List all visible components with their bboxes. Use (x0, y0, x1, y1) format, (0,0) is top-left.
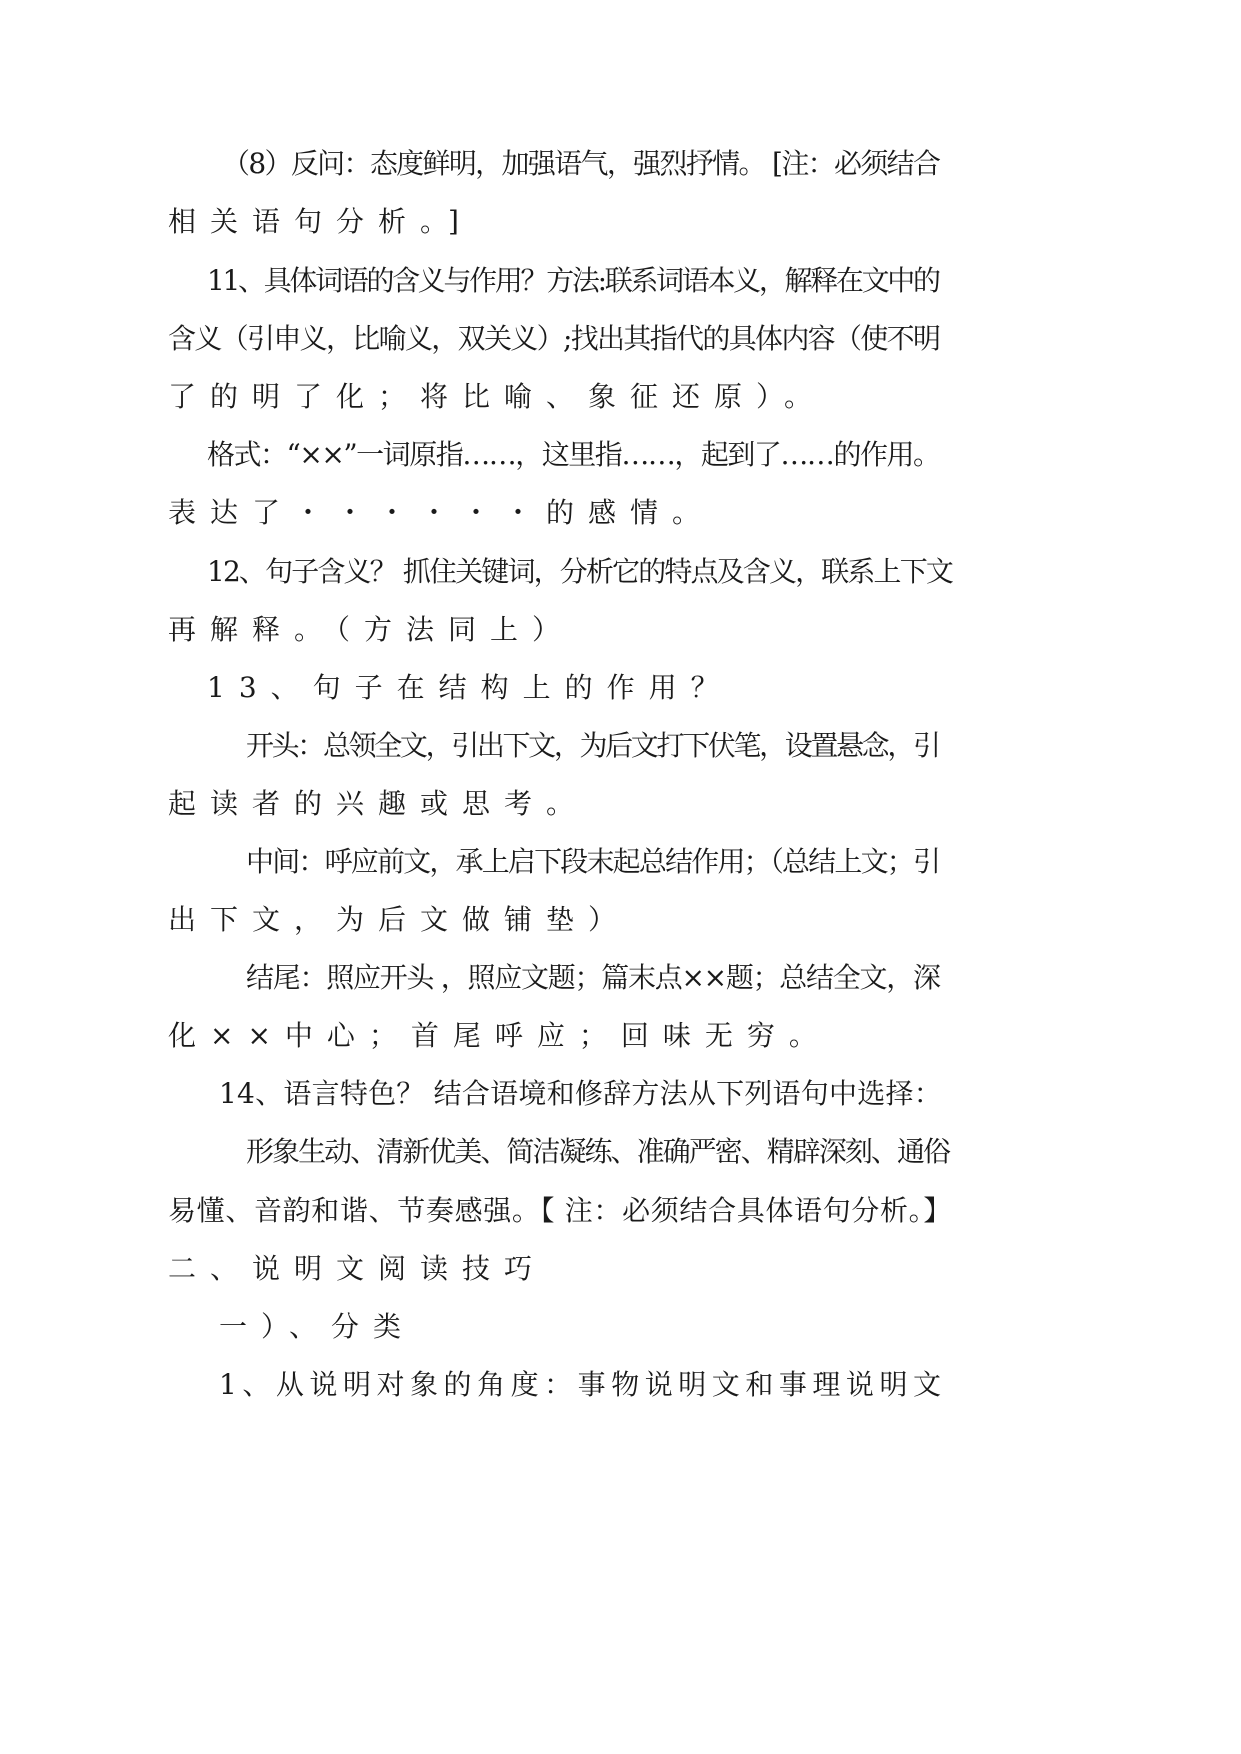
section-heading: 二、说明文阅读技巧 (168, 1252, 547, 1285)
text-line-18: 形象生动、清新优美、简洁凝练、准确严密、精辟深刻、通俗 (246, 1135, 950, 1168)
text-line-2: 相关语句分析。] (168, 205, 473, 238)
text-line-3: 11、具体词语的含义与作用？方法:联系词语本义，解释在文中的 (207, 264, 939, 297)
text-line-11: 开头：总领全文，引出下文，为后文打下伏笔，设置悬念，引 (246, 729, 939, 762)
text-line-14: 出下文，为后文做铺垫） (168, 903, 631, 936)
text-line-1: （8）反问：态度鲜明，加强语气，强烈抒情。 [注：必须结合 (222, 147, 940, 180)
text-line-10: 13、句子在结构上的作用？ (207, 671, 733, 704)
text-line-17: 14、语言特色？ 结合语境和修辞方法从下列语句中选择： (219, 1077, 942, 1110)
text-line-7: 表达了・・・・・・的感情。 (168, 496, 715, 529)
text-line-6: 格式：“××”一词原指……，这里指……，起到了……的作用。 (207, 438, 940, 471)
text-line-5: 了的明了化；将比喻、象征还原）。 (168, 380, 827, 413)
text-line-9: 再解释。（方法同上） (168, 613, 575, 646)
subsection-heading: 一）、分类 (219, 1310, 416, 1343)
text-line-22: 1、从说明对象的角度：事物说明文和事理说明文 (219, 1368, 947, 1401)
text-line-16: 化××中心；首尾呼应；回味无穷。 (168, 1019, 831, 1052)
text-line-12: 起读者的兴趣或思考。 (168, 787, 589, 820)
text-line-13: 中间：呼应前文，承上启下段末起总结作用；（总结上文；引 (246, 845, 940, 878)
text-line-19: 易懂、音韵和谐、节奏感强。【 注：必须结合具体语句分析。】 (168, 1194, 952, 1227)
text-line-15: 结尾：照应开头 ，照应文题；篇末点××题；总结全文，深 (246, 961, 940, 994)
text-line-4: 含义（引申义，比喻义，双关义）;找出其指代的具体内容（使不明 (168, 322, 940, 355)
text-line-8: 12、句子含义？ 抓住关键词，分析它的特点及含义，联系上下文 (207, 555, 952, 588)
